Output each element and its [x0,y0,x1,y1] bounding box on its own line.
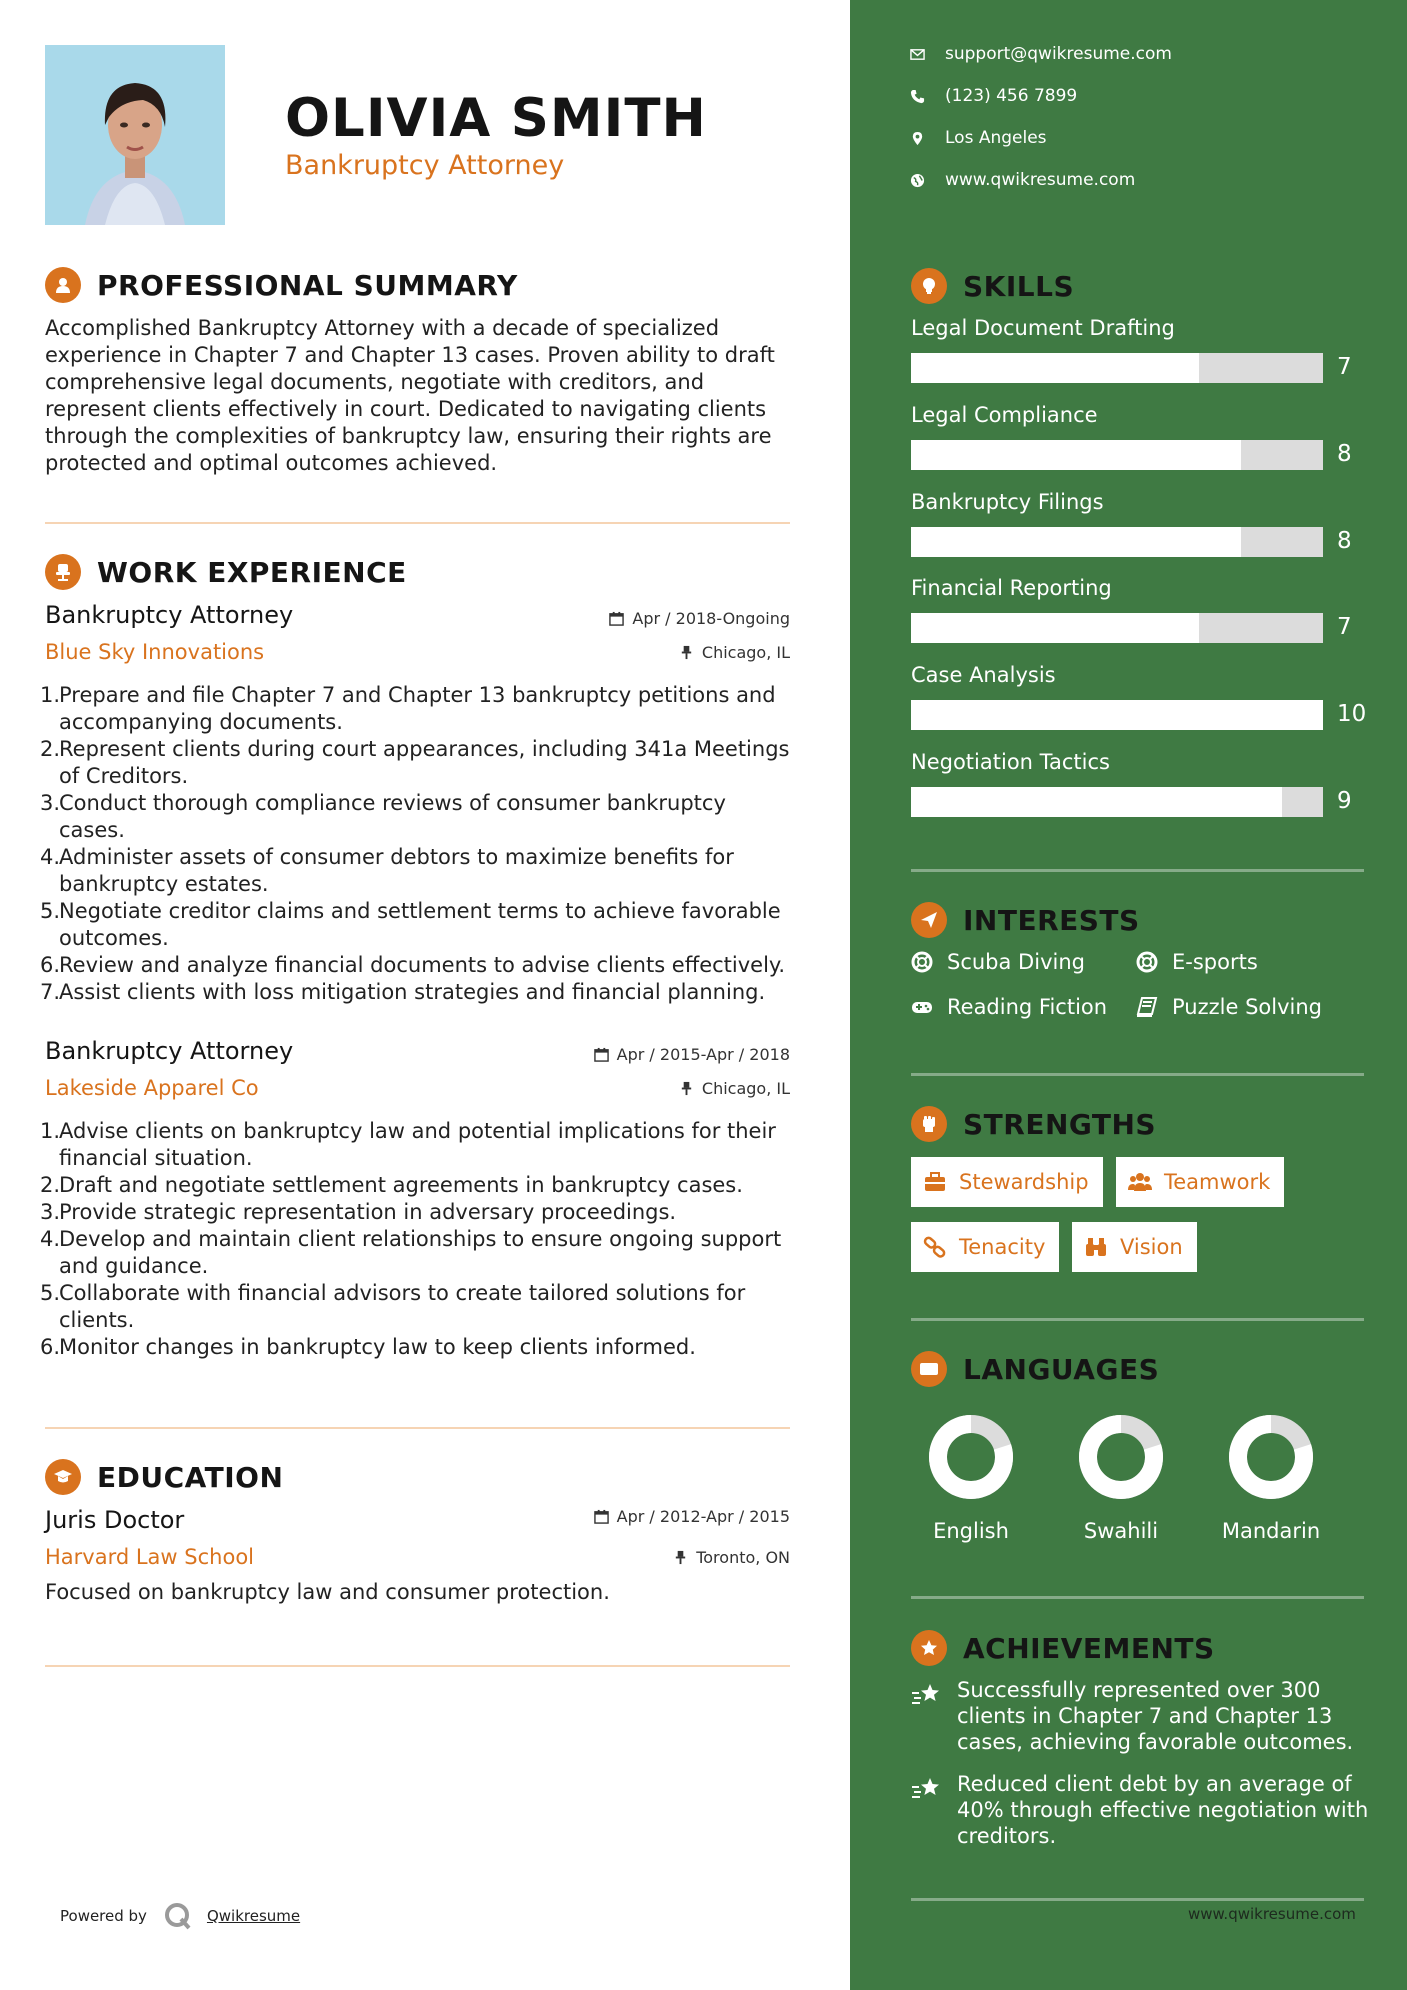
contact-website-text: www.qwikresume.com [945,170,1136,190]
job-duties [40,682,810,1006]
language-donut [1078,1414,1164,1500]
skill-label: Financial Reporting [911,576,1112,600]
globe-icon [910,173,925,188]
interest-label: Puzzle Solving [1172,995,1322,1019]
contact-phone[interactable] [910,86,1077,106]
strengths-heading [911,1106,1156,1142]
education-dates [594,1507,790,1526]
skill-value: 8 [1337,528,1352,554]
duty-item: 3. Conduct thorough compliance reviews of consumer bankruptcy cases. [40,791,726,842]
duty-item: 4. Administer assets of consumer debtors to maximize benefits for bankruptcy estates. [40,845,734,896]
duty-item: 1. Prepare and file Chapter 7 and Chapter 13 bankruptcy petitions and accompanying documents. [40,683,776,734]
summary-line: through the complexities of bankruptcy law, ensuring their rights are [45,424,772,448]
office-chair-icon [45,554,81,590]
powered-by [60,1901,300,1931]
skill-label: Legal Compliance [911,403,1098,427]
section-divider [45,1427,790,1429]
gamepad-icon [911,996,933,1018]
job-duties [40,1118,810,1361]
skill-value: 7 [1337,354,1352,380]
duty-item: 3. Provide strategic representation in adversary proceedings. [40,1200,677,1224]
achievements-title: ACHIEVEMENTS [963,1631,1215,1665]
skill-bar [911,440,1323,470]
duty-item: 1. Advise clients on bankruptcy law and potential implications for their financial situation. [40,1119,776,1170]
achievement-line: clients in Chapter 7 and Chapter 13 [957,1704,1333,1728]
duty-item: 2. Represent clients during court appearances, including 341a Meetings of Creditors. [40,737,790,788]
duty-item: 6. Review and analyze financial documents to advise clients effectively. [40,953,786,977]
contact-location [910,128,1047,148]
envelope-icon [910,47,925,62]
interest-item [911,995,1107,1019]
job-dates-text: Apr / 2015-Apr / 2018 [616,1045,790,1064]
summary-line: represent clients effectively in court. Dedicated to navigating clients [45,397,767,421]
languages-title: LANGUAGES [963,1352,1160,1386]
education-heading [45,1459,283,1495]
strength-badge [1072,1222,1197,1272]
qwikresume-logo-icon [163,1901,193,1931]
skill-label: Negotiation Tactics [911,750,1110,774]
pin-icon [679,645,694,660]
user-icon [45,267,81,303]
skills-heading [911,268,1074,304]
skill-value: 9 [1337,788,1352,814]
language-icon [911,1351,947,1387]
summary-line: experience in Chapter 7 and Chapter 13 cases. Proven ability to draft [45,343,775,367]
strength-badge [911,1222,1059,1272]
skill-label: Legal Document Drafting [911,316,1175,340]
shooting-star-icon [911,1681,943,1709]
book-icon [1136,996,1158,1018]
language-label: Swahili [1083,1519,1159,1543]
section-divider [45,1665,790,1667]
link-icon [923,1236,947,1258]
section-divider [45,522,790,524]
strengths-title: STRENGTHS [963,1107,1157,1141]
skill-bar-fill [911,787,1282,817]
summary-heading [45,267,518,303]
skill-value: 7 [1337,614,1352,640]
phone-icon [910,89,925,104]
skill-value: 10 [1337,701,1367,727]
job-location-text: Chicago, IL [701,643,790,662]
pin-icon [679,1081,694,1096]
job-company: Lakeside Apparel Co [45,1076,259,1100]
sidebar-divider [911,869,1364,872]
sidebar-divider [911,1318,1364,1321]
graduation-cap-icon [45,1459,81,1495]
summary-text [45,315,805,477]
language-donut [1228,1414,1314,1500]
summary-title: PROFESSIONAL SUMMARY [97,268,518,302]
contact-email-text: support@qwikresume.com [945,44,1172,64]
skill-label: Bankruptcy Filings [911,490,1104,514]
achievement-line: cases, achieving favorable outcomes. [957,1730,1354,1754]
calendar-icon [609,611,624,626]
job-location [679,643,790,662]
interests-title: INTERESTS [963,903,1140,937]
lifebuoy-icon [911,951,933,973]
language-label: Mandarin [1221,1519,1321,1543]
duty-item: 2. Draft and negotiate settlement agreements in bankruptcy cases. [40,1173,743,1197]
duty-item: 5. Collaborate with financial advisors to create tailored solutions for clients. [40,1281,746,1332]
shooting-star-icon [911,1775,943,1803]
strength-label: Teamwork [1164,1170,1271,1194]
contact-location-text: Los Angeles [945,128,1047,148]
strength-label: Stewardship [959,1170,1089,1194]
job-location [679,1079,790,1098]
languages-heading [911,1351,1159,1387]
skill-bar-fill [911,700,1323,730]
skill-bar [911,613,1323,643]
education-dates-text: Apr / 2012-Apr / 2015 [616,1507,790,1526]
achievement-item [911,1771,1368,1849]
job-title: Bankruptcy Attorney [45,1037,294,1065]
footer-website[interactable]: www.qwikresume.com [1188,1905,1356,1923]
powered-by-label: Powered by [60,1907,147,1925]
interests-heading [911,902,1140,938]
calendar-icon [594,1047,609,1062]
education-location-text: Toronto, ON [696,1548,790,1567]
strength-badge [911,1157,1103,1207]
job-title: Bankruptcy Attorney [45,601,294,629]
skill-bar-fill [911,353,1199,383]
achievement-line: Reduced client debt by an average of [957,1772,1352,1796]
summary-line: protected and optimal outcomes achieved. [45,451,498,475]
duty-item: 5. Negotiate creditor claims and settlement terms to achieve favorable outcomes. [40,899,781,950]
achievement-text [957,1677,1353,1755]
profile-photo [45,45,225,225]
education-title: EDUCATION [97,1460,284,1494]
interest-label: E-sports [1172,950,1258,974]
skill-label: Case Analysis [911,663,1056,687]
sidebar-divider [911,1898,1364,1901]
duty-item: 7. Assist clients with loss mitigation strategies and financial planning. [40,980,766,1004]
language-label: English [933,1519,1009,1543]
skill-value: 8 [1337,441,1352,467]
pin-icon [673,1550,688,1565]
contact-email[interactable] [910,44,1172,64]
job-company: Blue Sky Innovations [45,640,265,664]
achievement-line: Successfully represented over 300 [957,1678,1321,1702]
skill-bar [911,353,1323,383]
strength-label: Tenacity [959,1235,1046,1259]
achievement-line: 40% through effective negotiation with [957,1798,1369,1822]
calendar-icon [594,1509,609,1524]
school-name: Harvard Law School [45,1545,254,1569]
binoculars-icon [1084,1236,1108,1258]
summary-line: Accomplished Bankruptcy Attorney with a decade of specialized [45,316,720,340]
skill-bar-fill [911,440,1241,470]
lightbulb-icon [911,268,947,304]
degree-title: Juris Doctor [45,1506,185,1534]
achievement-line: creditors. [957,1824,1057,1848]
skills-title: SKILLS [963,269,1075,303]
job-dates-text: Apr / 2018-Ongoing [632,609,790,628]
candidate-name: OLIVIA SMITH [285,88,707,149]
achievement-item [911,1677,1353,1755]
sidebar-divider [911,1073,1364,1076]
skill-bar [911,700,1323,730]
interest-label: Reading Fiction [947,995,1108,1019]
interest-label: Scuba Diving [947,950,1085,974]
skill-bar [911,787,1323,817]
qwikresume-link[interactable]: Qwikresume [206,1907,301,1925]
contact-website[interactable] [910,170,1135,190]
education-location [673,1548,790,1567]
briefcase-icon [923,1171,947,1193]
job-location-text: Chicago, IL [701,1079,790,1098]
work-heading [45,554,407,590]
language-donut [928,1414,1014,1500]
achievements-heading [911,1630,1215,1666]
paper-plane-icon [911,902,947,938]
duty-item: 4. Develop and maintain client relationships to ensure ongoing support and guidance. [40,1227,782,1278]
strength-badge [1116,1157,1284,1207]
job-dates [609,609,790,628]
strength-label: Vision [1120,1235,1183,1259]
lifebuoy-icon [1136,951,1158,973]
svg-text:A: A [924,1366,931,1376]
interest-item [1136,950,1258,974]
sidebar-divider [911,1596,1364,1599]
interest-item [1136,995,1322,1019]
job-dates [594,1045,790,1064]
candidate-title: Bankruptcy Attorney [285,150,565,181]
summary-line: comprehensive legal documents, negotiate with creditors, and [45,370,705,394]
map-marker-icon [910,131,925,146]
work-title: WORK EXPERIENCE [97,555,407,589]
skill-bar [911,527,1323,557]
skill-bar-fill [911,613,1199,643]
users-icon [1128,1171,1152,1193]
achievement-text [957,1771,1368,1849]
star-badge-icon [911,1630,947,1666]
contact-phone-text: (123) 456 7899 [945,86,1078,106]
duty-item: 6. Monitor changes in bankruptcy law to keep clients informed. [40,1335,696,1359]
fist-icon [911,1106,947,1142]
education-description: Focused on bankruptcy law and consumer protection. [45,1580,610,1604]
skill-bar-fill [911,527,1241,557]
interest-item [911,950,1085,974]
